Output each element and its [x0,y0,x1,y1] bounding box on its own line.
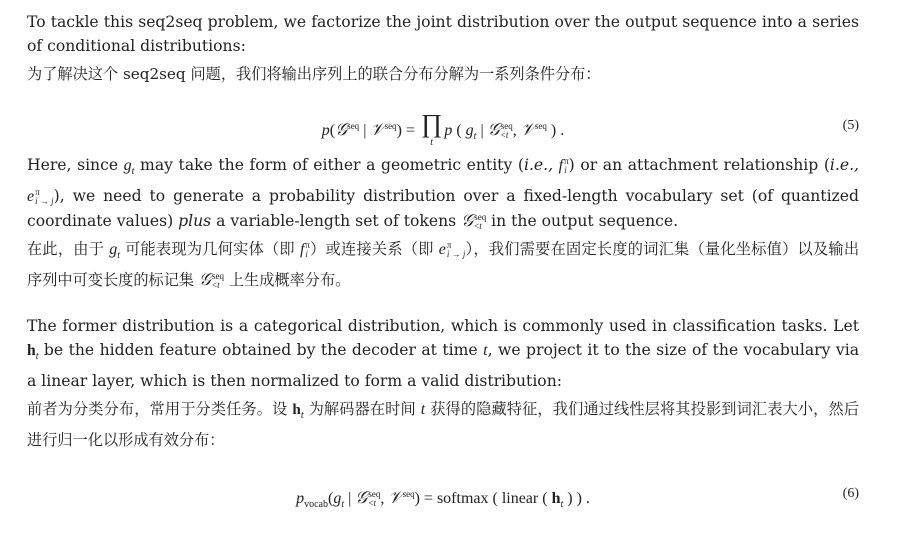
equation-6-number: (6) [842,486,859,501]
paragraph-2-chinese: 在此，由于 $g_t$ 可能表现为几何实体（即 f π i ）或连接关系（即 e π i → j ），我们需要在固定长度的词汇集（量化坐标值）以及输出序列中可变长度的标记集 𝒢 seq <t 上生成概率分布。 [27,240,860,290]
paper-page [27,10,859,518]
equation-5-body: p(𝒢$^{seq}$ | 𝒱$^{seq}$) = ∏ t p ( $g_t$ | 𝒢 seq <t , 𝒱$^{seq}$ ) . [321,109,565,149]
equation-5-number: (5) [842,118,859,133]
equation-6-body: $p_{vocab}(g_t$ | 𝒢 seq <t , 𝒱$^{seq}$) = softmax ( linear ( $h_t$ ) ) . [296,488,590,510]
equation-5 [27,102,859,150]
paragraph-3-english: The former distribution is a categorical distribution, which is commonly used in classification tasks. Let $h_t$ be the hidden feature obtained by the decoder at time t, we project it to the size of the vocabulary via a linear layer, which is then normalized to form a valid distribution: [27,317,859,390]
equation-6 [27,470,859,518]
paragraph-3-chinese: 前者为分类分布，常用于分类任务。设 $h_t$ 为解码器在时间 t 获得的隐藏特征，我们通过线性层将其投影到词汇表大小，然后进行归一化以形成有效分布： [27,400,860,449]
paragraph-2-english: Here, since $g_t$ may take the form of either a geometric entity (i.e., f π i ) or an attachment relationship (i.e., e π i → j ), we need to generate a probability distribution over a fixed-length vocabulary set (of quantized coordinate values) plus a variable-length set of tokens 𝒢 seq <t in the output sequence. [27,156,860,231]
paragraph-1-chinese: 为了解决这个 seq2seq 问题，我们将输出序列上的联合分布分解为一系列条件分布： [27,65,601,83]
paragraph-1-english: To tackle this seq2seq problem, we factorize the joint distribution over the output sequence into a series of conditional distributions: [27,13,859,55]
